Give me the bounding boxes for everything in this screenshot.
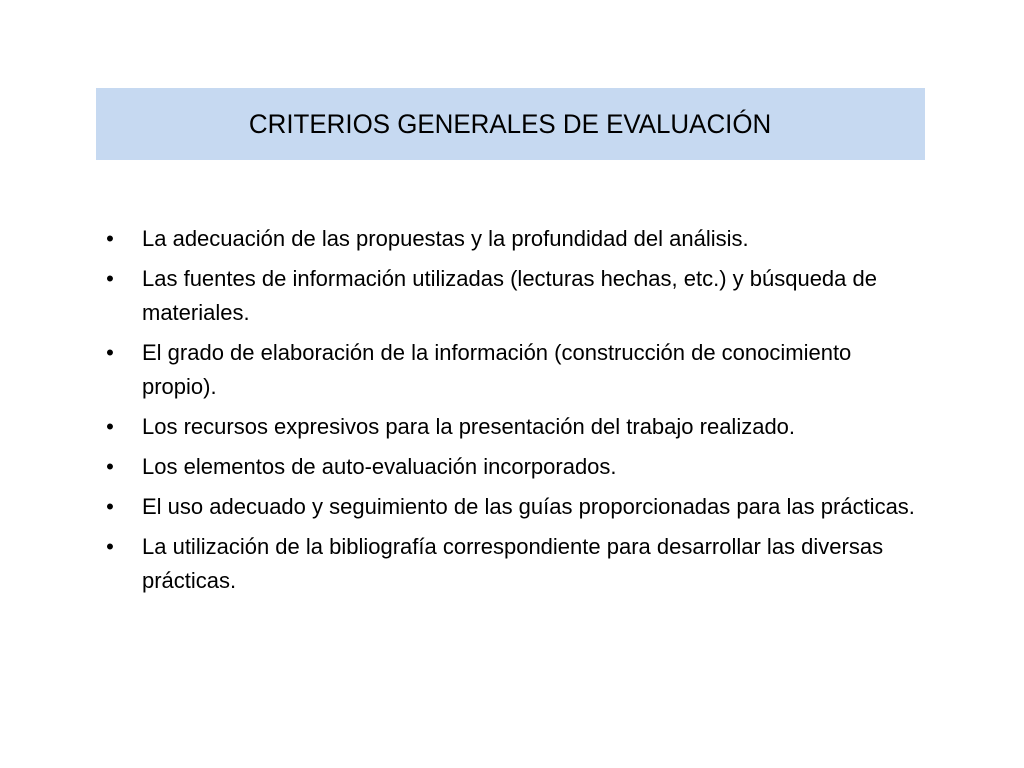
list-item <box>100 222 930 256</box>
list-item <box>100 450 930 484</box>
criteria-list <box>100 222 930 604</box>
bullet-icon: • <box>106 266 114 291</box>
list-item-text: La utilización de la bibliografía correspondiente para desarrollar las diversas prácticas. <box>142 534 884 593</box>
list-item-text: Las fuentes de información utilizadas (lecturas hechas, etc.) y búsqueda de materiales. <box>142 266 877 325</box>
bullet-icon: • <box>106 454 114 479</box>
title-banner <box>96 88 925 160</box>
bullet-icon: • <box>106 494 114 519</box>
list-item-text: La adecuación de las propuestas y la profundidad del análisis. <box>142 226 749 251</box>
list-item <box>100 262 930 330</box>
list-item-text: Los elementos de auto-evaluación incorporados. <box>142 454 617 479</box>
list-item <box>100 336 930 404</box>
list-item <box>100 530 930 598</box>
bullet-icon: • <box>106 414 114 439</box>
list-item <box>100 490 930 524</box>
list-item <box>100 410 930 444</box>
bullet-icon: • <box>106 534 114 559</box>
list-item-text: El grado de elaboración de la información (construcción de conocimiento propio). <box>142 340 852 399</box>
bullet-icon: • <box>106 340 114 365</box>
bullet-icon: • <box>106 226 114 251</box>
slide-title: CRITERIOS GENERALES DE EVALUACIÓN <box>249 108 772 139</box>
list-item-text: Los recursos expresivos para la presentación del trabajo realizado. <box>142 414 796 439</box>
list-item-text: El uso adecuado y seguimiento de las guías proporcionadas para las prácticas. <box>142 494 915 519</box>
